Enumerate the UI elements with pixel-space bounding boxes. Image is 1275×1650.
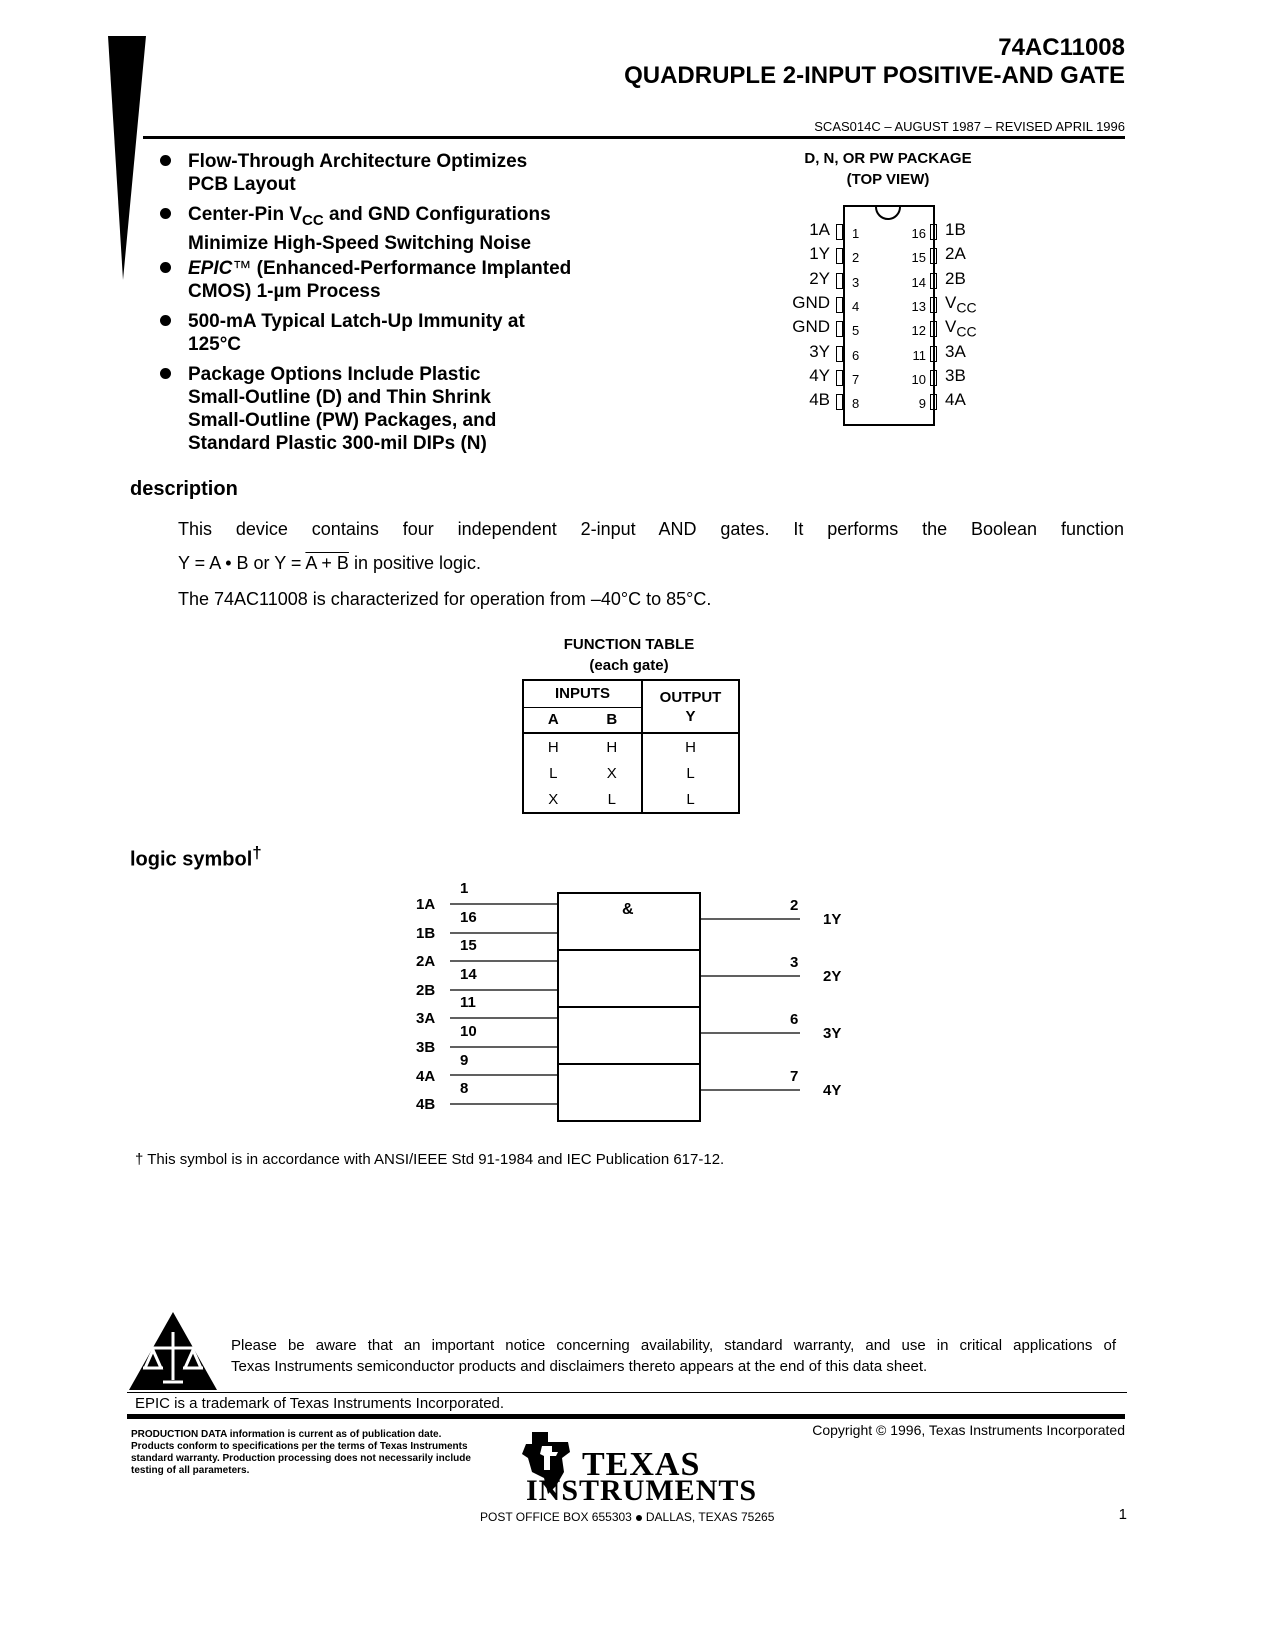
col-a: A — [523, 707, 583, 733]
pin-number: 8 — [852, 396, 860, 412]
pin-box — [836, 297, 843, 313]
output-label: 1Y — [823, 911, 842, 928]
trademark-symbol: ™ — [232, 258, 252, 279]
pin-number: 16 — [911, 226, 926, 241]
table-cell: X — [606, 764, 617, 782]
feature-text: Small-Outline (PW) Packages, and — [188, 410, 497, 431]
pin-box — [836, 273, 843, 289]
output-pin-number: 6 — [790, 1011, 799, 1028]
col-y: Y — [685, 707, 696, 725]
output-pin-number: 3 — [790, 954, 799, 971]
bullet — [160, 208, 171, 219]
pin-number: 3 — [852, 274, 860, 290]
gate-3-box — [558, 1007, 700, 1064]
pin-box — [836, 394, 843, 410]
page-number: 1 — [1118, 1506, 1127, 1523]
input-pin-number: 14 — [460, 965, 477, 983]
pin-box — [836, 224, 843, 240]
input-pin-number: 1 — [460, 880, 469, 897]
production-text: standard warranty. Production processing does not necessarily include — [131, 1453, 471, 1464]
pin-number: 15 — [911, 250, 926, 266]
trademark-note: EPIC is a trademark of Texas Instruments Incorporated. — [135, 1395, 505, 1412]
output-pin-number: 2 — [790, 897, 799, 914]
page-title: QUADRUPLE 2-INPUT POSITIVE-AND GATE — [624, 62, 1125, 89]
pin-label: $V_{CC}$ — [945, 292, 977, 316]
gate-2-box — [558, 950, 700, 1007]
footnote: † This symbol is in accordance with ANSI/IEEE Std 91-1984 and IEC Publication 617-12. — [135, 1151, 725, 1168]
pin-box — [930, 370, 937, 386]
description-text: The 74AC11008 is characterized for operation from –40°C to 85°C. — [178, 589, 712, 609]
equation-text: in positive logic. — [348, 553, 482, 573]
section-heading-logic-symbol — [130, 843, 262, 872]
pin-box — [836, 346, 843, 362]
pin-number: 11 — [912, 347, 926, 363]
address-bullet — [636, 1515, 642, 1521]
feature-text: CMOS) 1-µm Process — [188, 281, 381, 302]
pin-label: 3Y — [809, 341, 830, 361]
notice-rule — [127, 1392, 1127, 1393]
input-label: 4B — [416, 1096, 436, 1114]
production-text: testing of all parameters. — [131, 1465, 250, 1476]
pin-label: 4A — [945, 390, 966, 410]
output-label: 2Y — [823, 968, 842, 985]
input-label: 1A — [416, 896, 436, 913]
part-number: 74AC11008 — [998, 34, 1125, 61]
pin-number: 9 — [918, 396, 926, 412]
table-row — [523, 760, 739, 786]
function-table-subtitle: (each gate) — [589, 657, 669, 674]
notice-text: Please be aware that an important notice concerning availability, standard warranty, and use in critical applications of — [231, 1337, 1116, 1354]
pin-box — [930, 321, 937, 337]
inputs-header: INPUTS — [523, 680, 642, 707]
pin-number: 5 — [852, 323, 860, 339]
pin-number: 12 — [911, 323, 926, 339]
bullet — [160, 155, 171, 166]
pin-number: 1 — [852, 226, 860, 241]
input-pin-number: 8 — [460, 1080, 469, 1098]
pin-number: 6 — [852, 347, 860, 363]
header-wedge — [108, 36, 148, 280]
input-label: 2B — [416, 981, 436, 999]
bullet — [160, 262, 171, 273]
output-pin-number: 7 — [790, 1068, 799, 1085]
table-cell: L — [523, 760, 583, 786]
input-label: 3A — [416, 1010, 436, 1028]
input-pin-number: 11 — [460, 994, 476, 1012]
production-text: PRODUCTION DATA information is current as of publication date. — [131, 1429, 442, 1440]
notice-text: Texas Instruments semiconductor products and disclaimers thereto appears at the end of this data sheet. — [231, 1358, 928, 1375]
table-cell: L — [583, 786, 643, 813]
pin-box — [930, 248, 937, 264]
pin-label: 3A — [945, 341, 966, 361]
pin-label: 3B — [945, 365, 966, 385]
pin-label: 2A — [945, 244, 966, 264]
pin-number: 13 — [911, 298, 926, 314]
pin-box — [930, 346, 937, 362]
pin-box — [836, 370, 843, 386]
feature-text: Small-Outline (D) and Thin Shrink — [188, 387, 491, 408]
input-label: 1B — [416, 924, 436, 942]
brand-texas: TEXAS — [582, 1446, 701, 1483]
feature-text: and GND Configurations — [323, 204, 551, 225]
table-cell: L — [642, 786, 739, 813]
brand-instruments: INSTRUMENTS — [526, 1474, 758, 1507]
package-heading: D, N, OR PW PACKAGE — [804, 150, 972, 167]
description-text: This device contains four independent 2-input AND gates. It performs the Boolean function — [178, 519, 1124, 539]
output-label: 4Y — [823, 1082, 842, 1099]
pin-number: 7 — [852, 371, 860, 387]
production-data-notice — [131, 1429, 471, 1477]
header-rule — [143, 136, 1125, 139]
equation-overbar: A + B — [305, 553, 349, 573]
pin-number: 14 — [911, 274, 926, 290]
output-label: OUTPUT — [659, 688, 722, 706]
table-cell: H — [606, 738, 618, 756]
table-row — [523, 786, 739, 813]
bullet — [160, 368, 171, 379]
table-cell: H — [642, 733, 739, 760]
pin-label: 1Y — [809, 244, 830, 264]
feature-text: Flow-Through Architecture Optimizes — [188, 151, 528, 172]
address — [480, 1510, 774, 1524]
input-pin-number: 9 — [460, 1051, 469, 1069]
address-text: POST OFFICE BOX 655303 — [480, 1510, 632, 1524]
table-cell: H — [523, 733, 583, 760]
warning-scale-icon — [127, 1310, 219, 1392]
logic-symbol-heading: logic symbol — [130, 848, 253, 871]
gate-4-box — [558, 1064, 700, 1121]
pin-label: 1B — [945, 220, 966, 239]
feature-text: Standard Plastic 300-mil DIPs (N) — [188, 433, 487, 454]
input-label: 4A — [416, 1067, 436, 1085]
pin-box — [930, 394, 937, 410]
function-table-title: FUNCTION TABLE — [563, 636, 695, 653]
pin-number: 10 — [911, 371, 926, 387]
pin-label: $V_{CC}$ — [945, 317, 977, 340]
table-row — [523, 733, 739, 760]
pin-number: 4 — [852, 298, 860, 314]
feature-text: EPIC — [188, 258, 233, 279]
production-text: Products conform to specifications per the terms of Texas Instruments — [131, 1441, 468, 1452]
dagger: † — [252, 843, 262, 862]
table-cell: L — [642, 760, 739, 786]
pin-label: GND — [792, 317, 830, 337]
pin-label: GND — [792, 292, 830, 312]
package-subheading: (TOP VIEW) — [846, 171, 930, 188]
pin-label: 2Y — [809, 268, 830, 288]
and-symbol: & — [622, 901, 634, 918]
equation-text: Y = A • B or Y = — [178, 553, 306, 573]
col-b: B — [583, 707, 643, 733]
feature-text: 125°C — [188, 334, 242, 355]
input-label: 3B — [416, 1039, 436, 1056]
output-header — [642, 680, 739, 733]
input-pin-number: 16 — [460, 908, 477, 926]
pin-label: 4Y — [809, 365, 830, 385]
feature-text: (Enhanced-Performance Implanted — [251, 258, 572, 279]
pin-box — [930, 224, 937, 240]
pin-label: 2B — [945, 268, 966, 288]
input-label: 2A — [416, 953, 436, 971]
feature-text: Package Options Include Plastic — [188, 364, 481, 385]
section-heading-description: description — [130, 478, 238, 500]
feature-subscript: CC — [302, 211, 324, 229]
pin-box — [930, 273, 937, 289]
input-pin-number: 15 — [460, 937, 477, 955]
feature-text: Minimize High-Speed Switching Noise — [188, 232, 532, 254]
pin-number: 2 — [852, 250, 860, 266]
pin-label: 1A — [809, 220, 830, 239]
output-label: 3Y — [823, 1025, 842, 1042]
copyright: Copyright © 1996, Texas Instruments Incorporated — [812, 1422, 1125, 1438]
address-text: DALLAS, TEXAS 75265 — [645, 1510, 775, 1524]
bullet — [160, 315, 171, 326]
feature-text: 500-mA Typical Latch-Up Immunity at — [188, 311, 525, 332]
pin-box — [930, 297, 937, 313]
input-pin-number: 10 — [460, 1023, 477, 1040]
feature-text: PCB Layout — [188, 174, 296, 195]
table-cell: X — [523, 786, 583, 813]
doc-reference: SCAS014C – AUGUST 1987 – REVISED APRIL 1996 — [814, 119, 1125, 134]
function-table — [522, 679, 740, 814]
footer-rule — [127, 1414, 1125, 1419]
pin-label: 4B — [809, 390, 830, 410]
pin-box — [836, 321, 843, 337]
logic-symbol-lines — [440, 890, 800, 1130]
feature-text: Center-Pin V — [188, 204, 303, 225]
pin-box — [836, 248, 843, 264]
description-equation — [178, 553, 481, 574]
